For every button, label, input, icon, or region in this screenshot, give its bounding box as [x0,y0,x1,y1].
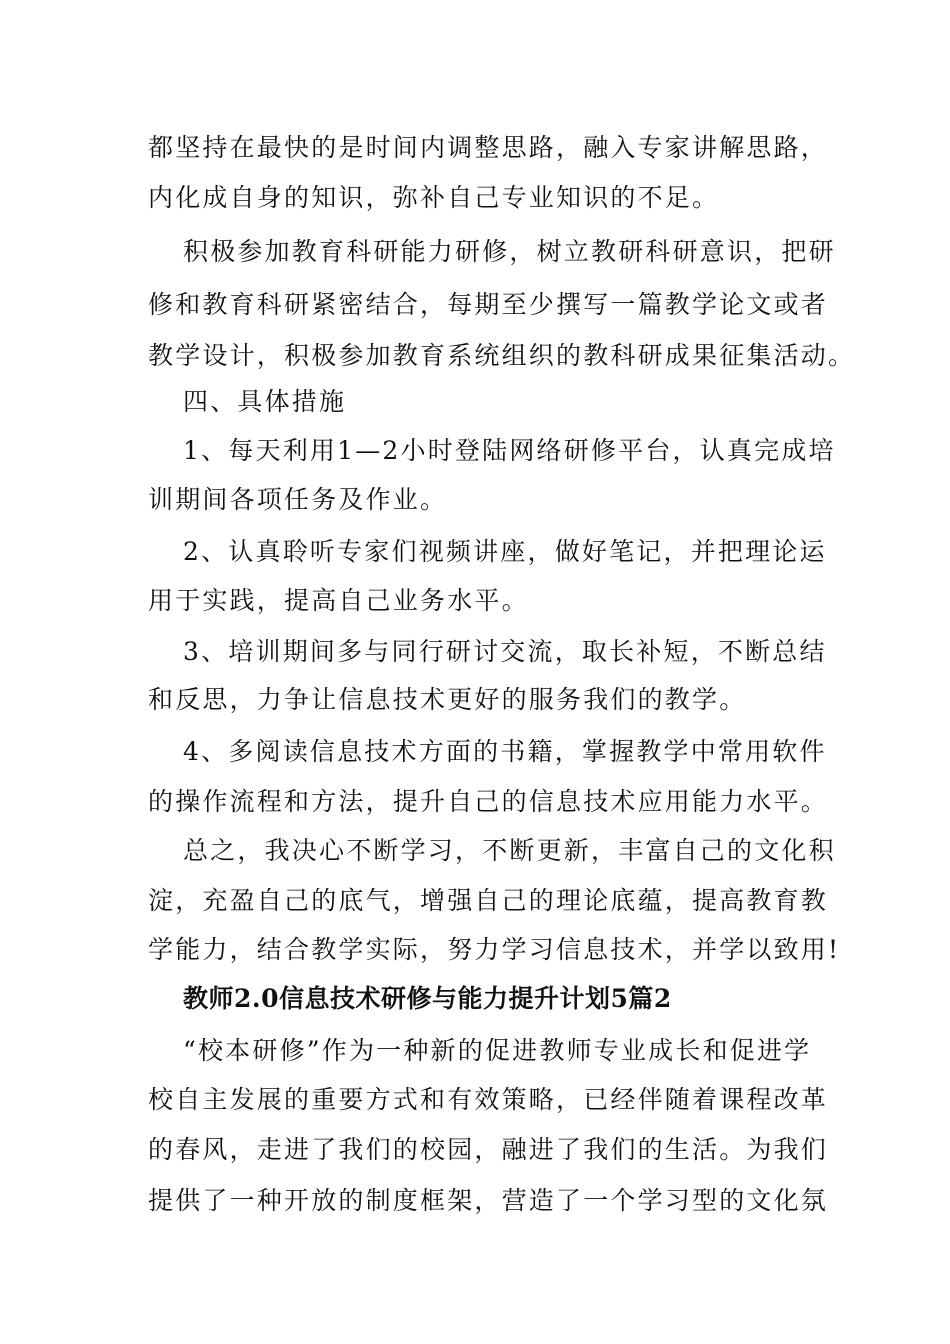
paragraph-line: “校本研修”作为一种新的促进教师专业成长和促进学 [183,1036,812,1065]
paragraph-line: 的操作流程和方法，提升自己的信息技术应用能力水平。 [148,787,829,816]
paragraph-line: 校自主发展的重要方式和有效策略，已经伴随着课程改革 [148,1085,829,1114]
paragraph-line: 教学设计，积极参加教育系统组织的教科研成果征集活动。 [148,341,856,370]
paragraph-line: 和反思，力争让信息技术更好的服务我们的教学。 [148,685,747,714]
paragraph-line: 用于实践，提高自己业务水平。 [148,586,529,615]
section-heading: 四、具体措施 [183,387,347,416]
paragraph-line: 修和教育科研紧密结合，每期至少撰写一篇教学论文或者 [148,290,829,319]
paragraph-line: 总之，我决心不断学习，不断更新，丰富自己的文化积 [183,836,836,865]
paragraph-line: 训期间各项任务及作业。 [148,485,448,514]
paragraph-line: 积极参加教育科研能力研修，树立教研科研意识，把研 [183,237,836,266]
paragraph-line: 淀，充盈自己的底气，增强自己的理论底蕴，提高教育教 [148,886,829,915]
paragraph-line: 学能力，结合教学实际，努力学习信息技术，并学以致用! [148,935,841,964]
paragraph-line: 3、培训期间多与同行研讨交流，取长补短，不断总结 [183,637,827,666]
paragraph-line: 内化成自身的知识，弥补自己专业知识的不足。 [148,183,720,212]
paragraph-line: 4、多阅读信息技术方面的书籍，掌握教学中常用软件 [183,737,827,766]
paragraph-line: 的春风，走进了我们的校园，融进了我们的生活。为我们 [148,1135,829,1164]
paragraph-line: 提供了一种开放的制度框架，营造了一个学习型的文化氛 [148,1186,829,1215]
paragraph-line: 2、认真聆听专家们视频讲座，做好笔记，并把理论运 [183,537,827,566]
paragraph-line: 1、每天利用1—2小时登陆网络研修平台，认真完成培 [183,436,836,465]
paragraph-line: 都坚持在最快的是时间内调整思路，融入专家讲解思路， [148,133,829,162]
article-heading: 教师2.0信息技术研修与能力提升计划5篇2 [183,984,672,1013]
